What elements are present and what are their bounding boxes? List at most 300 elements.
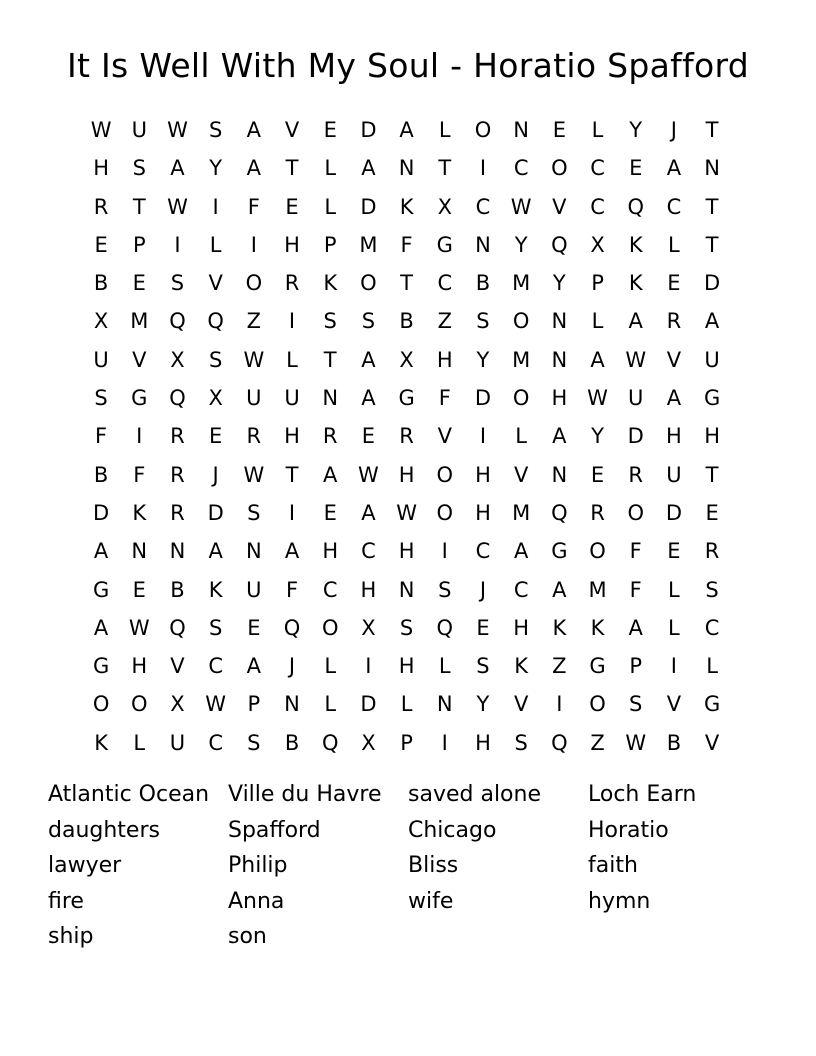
grid-letter: N [551, 347, 568, 372]
grid-letter: T [705, 118, 719, 142]
grid-letter: T [285, 462, 299, 487]
grid-letter: S [208, 615, 223, 640]
grid-letter: I [556, 692, 563, 717]
grid-letter: W [90, 118, 112, 142]
grid-letter: P [591, 271, 604, 296]
grid-letter: W [243, 462, 265, 487]
grid-letter: U [131, 118, 147, 142]
grid-letter: O [512, 386, 530, 411]
grid-letter: I [365, 654, 372, 679]
grid-letter: R [666, 309, 682, 334]
grid-letter: N [513, 118, 530, 142]
grid-letter: Z [246, 309, 262, 334]
grid-letter: W [243, 347, 265, 372]
grid-letter: L [706, 654, 718, 679]
grid-letter: H [475, 462, 491, 487]
grid-letter: O [360, 271, 377, 296]
grid-letter: H [513, 615, 530, 640]
grid-letter: S [170, 271, 185, 296]
grid-letter: E [629, 156, 643, 181]
grid-letter: F [400, 232, 413, 257]
grid-letter: V [208, 271, 223, 296]
grid-letter: Y [209, 156, 223, 181]
grid-letter: B [399, 309, 414, 334]
grid-letter: U [704, 347, 720, 372]
grid-letter: R [628, 462, 644, 487]
grid-letter: D [627, 424, 644, 449]
grid-letter: H [322, 539, 339, 564]
grid-letter: T [705, 232, 719, 257]
grid-letter: U [93, 347, 109, 372]
grid-letter: S [476, 309, 490, 334]
grid-letter: L [209, 232, 222, 257]
grid-letter: S [247, 500, 261, 525]
word-list-item: Loch Earn [588, 782, 697, 807]
grid-letter: W [167, 118, 188, 142]
grid-letter: A [552, 424, 567, 449]
grid-letter: A [399, 118, 414, 142]
grid-letter: T [323, 347, 337, 372]
grid-letter: R [170, 500, 185, 525]
grid-letter: L [324, 692, 337, 717]
grid-letter: J [288, 654, 296, 679]
grid-letter: H [398, 654, 415, 679]
grid-letter: A [361, 347, 376, 372]
grid-letter: N [398, 156, 415, 181]
grid-letter: O [474, 118, 492, 142]
grid-letter: X [208, 386, 223, 411]
grid-letter: L [324, 194, 337, 219]
grid-letter: R [170, 424, 185, 449]
grid-letter: P [247, 692, 261, 717]
grid-letter: W [587, 386, 608, 411]
grid-letter: Y [476, 692, 490, 717]
grid-letter: X [361, 615, 376, 640]
grid-letter: W [358, 462, 379, 487]
grid-letter: B [475, 271, 491, 296]
grid-letter: A [666, 386, 682, 411]
grid-letter: G [92, 654, 110, 679]
grid-letter: N [475, 232, 491, 257]
grid-letter: O [512, 309, 530, 334]
grid-letter: L [133, 730, 146, 755]
grid-letter: N [131, 539, 148, 564]
word-list-item: fire [48, 888, 84, 914]
grid-letter: I [479, 156, 487, 181]
grid-letter: M [512, 271, 531, 296]
word-list-item: saved alone [408, 782, 541, 807]
grid-letter: Y [591, 424, 604, 449]
grid-letter: A [628, 615, 643, 640]
grid-letter: C [590, 156, 605, 181]
grid-letter: A [323, 462, 338, 487]
grid-letter: H [666, 424, 682, 449]
grid-letter: D [704, 271, 721, 296]
grid-letter: V [284, 118, 300, 142]
grid-letter: A [666, 156, 682, 181]
grid-letter: J [212, 462, 219, 487]
grid-letter: S [132, 156, 146, 181]
grid-letter: A [552, 577, 567, 602]
word-list-item: Philip [228, 853, 288, 879]
grid-letter: X [437, 194, 452, 219]
grid-letter: T [285, 156, 299, 181]
grid-letter: E [552, 118, 566, 142]
grid-letter: H [475, 500, 491, 525]
grid-letter: X [399, 347, 414, 372]
grid-letter: V [666, 347, 682, 372]
grid-letter: O [436, 500, 454, 525]
grid-letter: E [323, 500, 337, 525]
grid-letter: M [359, 232, 378, 257]
grid-letter: D [360, 194, 377, 219]
word-list-item: Chicago [408, 817, 497, 843]
grid-letter: Y [514, 232, 528, 257]
grid-letter: A [361, 386, 376, 411]
grid-letter: M [512, 347, 531, 372]
grid-letter: F [247, 194, 260, 219]
grid-letter: Q [551, 232, 568, 257]
grid-letter: E [247, 615, 261, 640]
grid-letter: K [94, 730, 108, 755]
grid-letter: A [170, 156, 185, 181]
grid-letter: C [590, 194, 605, 219]
grid-letter: H [398, 539, 415, 564]
grid-letter: S [514, 730, 528, 755]
grid-letter: F [285, 577, 299, 602]
grid-letter: V [666, 692, 682, 717]
grid-letter: W [510, 194, 532, 219]
grid-letter: R [399, 424, 414, 449]
grid-letter: K [323, 271, 338, 296]
grid-letter: Z [437, 309, 452, 334]
grid-letter: I [670, 654, 677, 679]
grid-letter: K [552, 615, 567, 640]
grid-letter: Q [321, 730, 339, 755]
grid-letter: Q [207, 309, 224, 334]
grid-letter: X [93, 309, 109, 334]
grid-letter: K [399, 194, 414, 219]
grid-letter: T [705, 194, 719, 219]
grid-letter: B [666, 730, 682, 755]
grid-letter: R [284, 271, 300, 296]
grid-letter: Q [551, 500, 568, 525]
grid-letter: X [170, 692, 185, 717]
grid-letter: Q [169, 386, 186, 411]
grid-letter: S [208, 118, 223, 142]
grid-letter: Q [627, 194, 644, 219]
grid-letter: W [167, 194, 188, 219]
grid-letter: K [132, 500, 147, 525]
grid-letter: D [207, 500, 224, 525]
grid-letter: P [629, 654, 643, 679]
grid-letter: A [361, 156, 376, 181]
grid-letter: D [474, 386, 492, 411]
grid-letter: G [398, 386, 415, 411]
grid-letter: E [285, 194, 299, 219]
grid-letter: F [133, 462, 146, 487]
grid-letter: G [131, 386, 148, 411]
grid-letter: H [93, 156, 109, 181]
grid-letter: S [208, 347, 223, 372]
grid-letter: A [246, 654, 262, 679]
grid-letter: I [479, 424, 487, 449]
grid-letter: A [590, 347, 605, 372]
grid-letter: C [513, 156, 529, 181]
grid-letter: L [324, 156, 337, 181]
grid-letter: G [92, 577, 110, 602]
grid-letter: V [513, 692, 529, 717]
grid-letter: F [629, 539, 642, 564]
grid-letter: S [476, 654, 490, 679]
grid-letter: E [209, 424, 223, 449]
grid-letter: C [437, 271, 453, 296]
grid-letter: P [323, 232, 337, 257]
grid-letter: B [170, 577, 185, 602]
grid-letter: Z [552, 654, 567, 679]
grid-letter: N [169, 539, 186, 564]
grid-letter: W [128, 615, 150, 640]
grid-letter: T [400, 271, 413, 296]
grid-letter: D [360, 692, 377, 717]
grid-letter: Q [283, 615, 301, 640]
grid-letter: L [668, 232, 680, 257]
grid-letter: T [132, 194, 146, 219]
grid-letter: S [438, 577, 452, 602]
grid-letter: L [286, 347, 298, 372]
grid-letter: A [93, 539, 109, 564]
grid-letter: O [627, 500, 644, 525]
word-list-item: hymn [588, 888, 651, 914]
grid-letter: E [667, 271, 681, 296]
grid-letter: B [93, 462, 109, 487]
grid-letter: E [94, 232, 108, 257]
grid-letter: F [95, 424, 108, 449]
word-list-item: son [228, 924, 267, 950]
grid-letter: Y [552, 271, 566, 296]
grid-letter: W [625, 347, 647, 372]
grid-letter: H [360, 577, 377, 602]
grid-letter: L [438, 654, 451, 679]
grid-letter: R [93, 194, 109, 219]
grid-letter: S [247, 730, 261, 755]
grid-letter: C [208, 730, 223, 755]
grid-letter: X [170, 347, 185, 372]
grid-letter: M [512, 500, 531, 525]
grid-letter: I [441, 539, 448, 564]
grid-letter: S [94, 386, 108, 411]
grid-letter: C [666, 194, 682, 219]
grid-letter: L [591, 309, 604, 334]
grid-letter: J [670, 118, 677, 142]
word-list-item: ship [48, 924, 94, 950]
grid-letter: L [324, 654, 337, 679]
grid-letter: K [208, 577, 223, 602]
grid-letter: E [361, 424, 376, 449]
grid-letter: U [628, 386, 644, 411]
grid-letter: G [589, 654, 606, 679]
grid-letter: I [136, 424, 143, 449]
grid-letter: R [246, 424, 262, 449]
puzzle-title: It Is Well With My Soul - Horatio Spafford [66, 46, 750, 85]
grid-letter: E [132, 271, 146, 296]
grid-letter: E [323, 118, 337, 142]
grid-letter: R [170, 462, 185, 487]
grid-letter: L [668, 577, 680, 602]
grid-letter: M [130, 309, 149, 334]
grid-letter: G [551, 539, 568, 564]
grid-letter: B [93, 271, 109, 296]
grid-letter: C [704, 615, 720, 640]
grid-letter: N [436, 692, 453, 717]
grid-letter: S [629, 692, 643, 717]
grid-letter: H [704, 424, 720, 449]
grid-letter: I [212, 194, 219, 219]
word-list [48, 777, 768, 955]
grid-letter: I [174, 232, 181, 257]
grid-letter: S [705, 577, 719, 602]
grid-letter: U [246, 577, 262, 602]
grid-letter: Y [476, 347, 490, 372]
grid-letter: K [628, 271, 643, 296]
grid-letter: W [205, 692, 227, 717]
grid-letter: B [284, 730, 300, 755]
grid-letter: G [703, 386, 721, 411]
grid-letter: E [667, 539, 681, 564]
grid-letter: N [322, 386, 339, 411]
grid-letter: N [704, 156, 720, 181]
grid-letter: H [284, 232, 300, 257]
grid-letter: D [93, 500, 110, 525]
grid-letter: V [437, 424, 452, 449]
grid-letter: W [396, 500, 417, 525]
grid-letter: I [250, 232, 257, 257]
grid-letter: K [590, 615, 605, 640]
word-list-item: lawyer [48, 853, 122, 879]
grid-letter: O [589, 692, 606, 717]
grid-letter: N [284, 692, 300, 717]
grid-letter: R [704, 539, 720, 564]
grid-letter: N [551, 309, 568, 334]
grid-letter: A [704, 309, 720, 334]
grid-letter: V [552, 194, 567, 219]
grid-letter: H [475, 730, 491, 755]
word-list-item: wife [408, 888, 454, 914]
grid-letter: D [360, 118, 377, 142]
grid-letter: N [245, 539, 262, 564]
grid-letter: O [551, 156, 568, 181]
grid-letter: Q [551, 730, 568, 755]
grid-letter: W [625, 730, 647, 755]
grid-letter: L [400, 692, 413, 717]
grid-letter: A [513, 539, 529, 564]
word-list-item: Anna [228, 888, 285, 914]
grid-letter: U [169, 730, 186, 755]
grid-letter: O [436, 462, 454, 487]
grid-letter: J [479, 577, 487, 602]
grid-letter: Q [436, 615, 454, 640]
grid-letter: O [92, 692, 110, 717]
grid-letter: Y [629, 118, 643, 142]
grid-letter: I [288, 309, 296, 334]
grid-letter: C [208, 654, 223, 679]
grid-letter: U [246, 386, 262, 411]
grid-letter: R [322, 424, 338, 449]
grid-letter: P [400, 730, 413, 755]
grid-letter: U [284, 386, 300, 411]
grid-letter: F [629, 577, 642, 602]
grid-letter: X [590, 232, 605, 257]
grid-letter: L [438, 118, 451, 142]
grid-letter: A [284, 539, 300, 564]
grid-letter: A [628, 309, 643, 334]
grid-letter: V [132, 347, 147, 372]
word-list-item: Horatio [588, 817, 669, 843]
grid-letter: R [590, 500, 605, 525]
grid-letter: S [323, 309, 337, 334]
grid-letter: E [705, 500, 719, 525]
grid-letter: X [361, 730, 376, 755]
grid-letter: A [93, 615, 109, 640]
word-list-item: Atlantic Ocean [48, 782, 210, 807]
grid-letter: H [398, 462, 415, 487]
grid-letter: K [514, 654, 529, 679]
grid-letter: A [361, 500, 376, 525]
grid-letter: L [668, 615, 680, 640]
grid-letter: Q [169, 615, 186, 640]
grid-letter: H [131, 654, 148, 679]
grid-letter: A [208, 539, 223, 564]
word-list-item: Spafford [228, 817, 321, 843]
word-list-item: Bliss [408, 853, 459, 879]
grid-letter: V [513, 462, 529, 487]
grid-letter: O [131, 692, 148, 717]
grid-letter: L [515, 424, 527, 449]
grid-letter: E [132, 577, 146, 602]
grid-letter: F [438, 386, 451, 411]
grid-letter: A [246, 156, 262, 181]
grid-letter: H [436, 347, 453, 372]
grid-letter: C [361, 539, 376, 564]
grid-letter: C [475, 194, 491, 219]
grid-letter: C [322, 577, 338, 602]
grid-letter: N [398, 577, 415, 602]
grid-letter: S [361, 309, 376, 334]
grid-letter: N [551, 462, 568, 487]
grid-letter: V [704, 730, 720, 755]
grid-letter: E [590, 462, 605, 487]
grid-letter: T [705, 462, 719, 487]
grid-letter: O [245, 271, 263, 296]
grid-letter: O [589, 539, 606, 564]
word-list-item: faith [588, 853, 638, 879]
grid-letter: I [441, 730, 448, 755]
grid-letter: D [665, 500, 682, 525]
letter-grid [82, 111, 731, 762]
grid-letter: K [628, 232, 643, 257]
grid-letter: C [475, 539, 491, 564]
grid-letter: L [591, 118, 604, 142]
grid-letter: C [513, 577, 529, 602]
grid-letter: M [588, 577, 607, 602]
word-list-item: daughters [48, 817, 160, 843]
grid-letter: H [551, 386, 568, 411]
word-list-item: Ville du Havre [228, 782, 382, 807]
grid-letter: I [288, 500, 296, 525]
grid-letter: E [476, 615, 490, 640]
grid-letter: P [132, 232, 146, 257]
grid-letter: Q [169, 309, 186, 334]
